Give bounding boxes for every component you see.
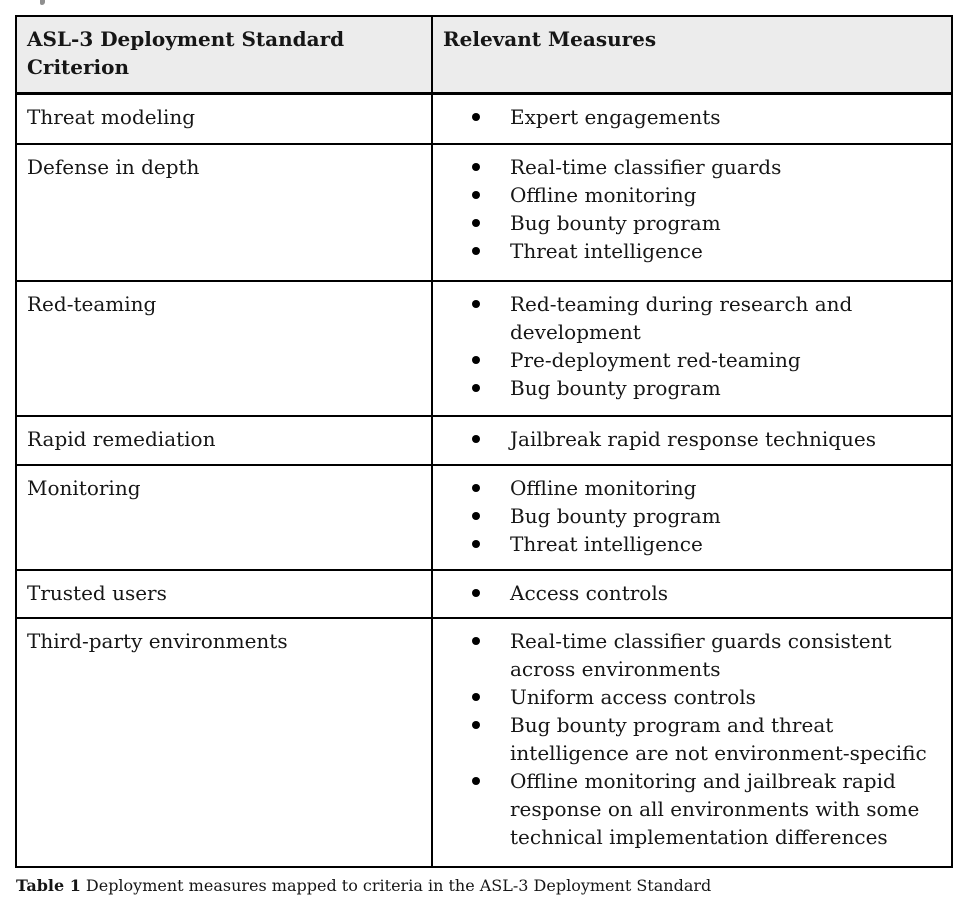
- measures-list: [443, 425, 941, 453]
- measure-label: Red-teaming during research and development: [510, 292, 853, 344]
- asl3-deployment-table: [15, 15, 953, 868]
- measure-item: [443, 683, 941, 711]
- table-row: [16, 93, 952, 144]
- column-header-measures-label: Relevant Measures: [443, 27, 657, 51]
- table-caption-text: Deployment measures mapped to criteria in the ASL-3 Deployment Standard: [85, 876, 712, 895]
- measure-label: Threat intelligence: [510, 239, 703, 263]
- table-row: [16, 416, 952, 465]
- bullet-icon: [472, 589, 480, 597]
- criterion-cell: [16, 570, 432, 618]
- measure-label: Threat intelligence: [510, 532, 703, 556]
- measure-item: [443, 627, 941, 683]
- measures-cell: [432, 570, 952, 618]
- criterion-label: Monitoring: [27, 476, 141, 500]
- column-header-measures: [432, 16, 952, 93]
- column-header-criterion-label: ASL-3 Deployment Standard Criterion: [27, 27, 345, 79]
- criterion-cell: [16, 618, 432, 867]
- criterion-label: Defense in depth: [27, 155, 200, 179]
- criterion-label: Red-teaming: [27, 292, 157, 316]
- table-row: [16, 144, 952, 281]
- table-row: [16, 281, 952, 416]
- bullet-icon: [472, 512, 480, 520]
- criterion-cell: [16, 465, 432, 570]
- measure-label: Pre-deployment red-teaming: [510, 348, 801, 372]
- measures-list: [443, 627, 941, 851]
- bullet-icon: [472, 356, 480, 364]
- criterion-cell: [16, 144, 432, 281]
- measure-label: Bug bounty program: [510, 376, 721, 400]
- measures-cell: [432, 416, 952, 465]
- measure-item: [443, 209, 941, 237]
- measure-item: [443, 579, 941, 607]
- measures-cell: [432, 281, 952, 416]
- bullet-icon: [472, 163, 480, 171]
- measure-label: Bug bounty program: [510, 504, 721, 528]
- measure-item: [443, 181, 941, 209]
- bullet-icon: [472, 247, 480, 255]
- measure-item: [443, 374, 941, 402]
- measures-cell: [432, 93, 952, 144]
- measures-cell: [432, 144, 952, 281]
- table-caption: [16, 875, 951, 897]
- bullet-icon: [472, 191, 480, 199]
- measure-item: [443, 290, 941, 346]
- criterion-label: Third-party environments: [27, 629, 288, 653]
- bullet-icon: [472, 693, 480, 701]
- measures-list: [443, 290, 941, 402]
- criterion-cell: [16, 281, 432, 416]
- measure-item: [443, 237, 941, 265]
- measure-item: [443, 474, 941, 502]
- measures-cell: [432, 618, 952, 867]
- measure-label: Bug bounty program: [510, 211, 721, 235]
- measures-list: [443, 579, 941, 607]
- bullet-icon: [472, 435, 480, 443]
- measure-label: Expert engagements: [510, 104, 721, 129]
- measure-item: [443, 425, 941, 453]
- measure-item: [443, 153, 941, 181]
- measure-item: [443, 711, 941, 767]
- measure-item: [443, 767, 941, 851]
- bullet-icon: [472, 219, 480, 227]
- measures-cell: [432, 465, 952, 570]
- table-header-row: [16, 16, 952, 93]
- bullet-icon: [472, 637, 480, 645]
- bullet-icon: [472, 484, 480, 492]
- table-row: [16, 618, 952, 867]
- measure-label: Uniform access controls: [510, 685, 756, 709]
- table-caption-number: Table 1: [16, 876, 81, 895]
- criterion-cell: [16, 416, 432, 465]
- measure-item: [443, 103, 941, 131]
- measure-label: Offline monitoring and jailbreak rapid response on all environments with some technical implementation differences: [510, 769, 920, 849]
- measure-label: Bug bounty program and threat intelligence are not environment-specific: [510, 713, 927, 765]
- bullet-icon: [472, 721, 480, 729]
- bullet-icon: [472, 300, 480, 308]
- table-row: [16, 570, 952, 618]
- cropped-text-artifact: [40, 0, 45, 5]
- criterion-label: Trusted users: [27, 581, 167, 605]
- measures-list: [443, 153, 941, 265]
- measure-item: [443, 530, 941, 558]
- measure-label: Real-time classifier guards: [510, 155, 782, 179]
- bullet-icon: [472, 384, 480, 392]
- bullet-icon: [472, 113, 480, 121]
- criterion-label: Rapid remediation: [27, 427, 216, 451]
- measures-list: [443, 103, 941, 131]
- table-row: [16, 465, 952, 570]
- measure-label: Access controls: [510, 581, 668, 605]
- measure-item: [443, 346, 941, 374]
- criterion-cell: [16, 93, 432, 144]
- measures-list: [443, 474, 941, 558]
- measure-label: Offline monitoring: [510, 476, 697, 500]
- criterion-label: Threat modeling: [27, 104, 196, 129]
- bullet-icon: [472, 777, 480, 785]
- measure-label: Real-time classifier guards consistent across environments: [510, 629, 892, 681]
- bullet-icon: [472, 540, 480, 548]
- measure-label: Jailbreak rapid response techniques: [510, 427, 877, 451]
- measure-label: Offline monitoring: [510, 183, 697, 207]
- measure-item: [443, 502, 941, 530]
- column-header-criterion: [16, 16, 432, 93]
